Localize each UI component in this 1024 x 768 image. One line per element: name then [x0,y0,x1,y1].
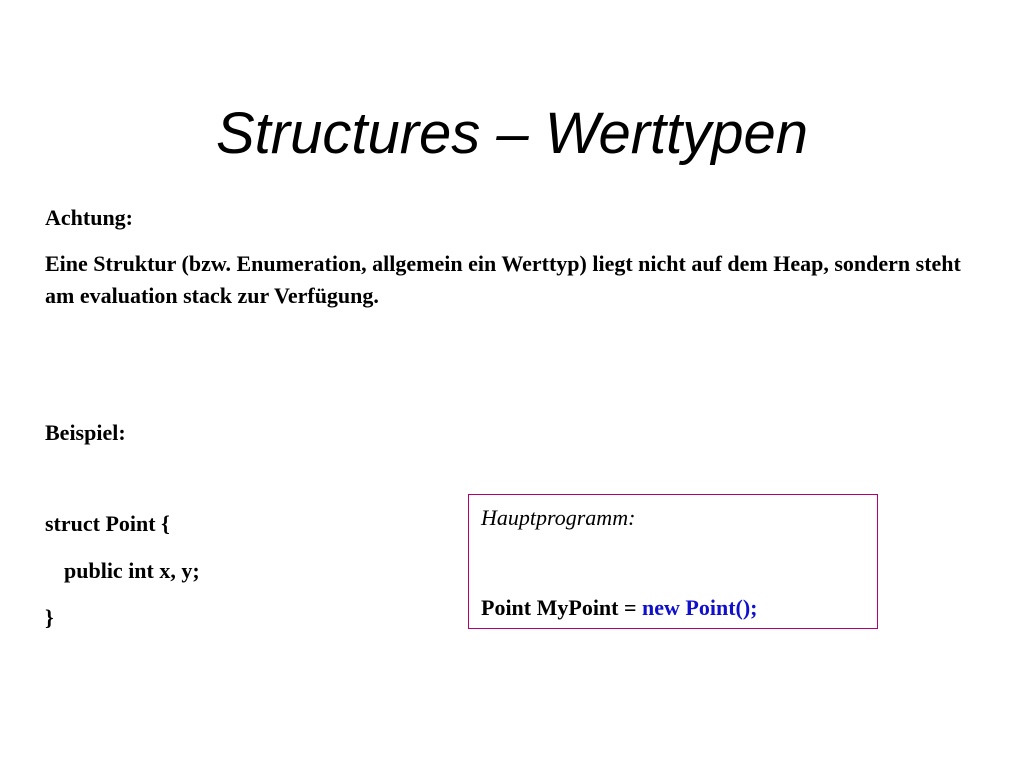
struct-code-line-3: } [45,605,54,630]
main-program-code [481,592,758,624]
main-program-label: Hauptprogramm: [481,505,636,530]
note-label: Achtung: [45,205,134,230]
main-program-box [468,494,878,629]
main-program-code-prefix: Point MyPoint = [481,595,643,620]
main-program-code-keyword: new Point(); [642,595,758,620]
struct-code-line-1: struct Point { [45,511,170,536]
note-paragraph: Eine Struktur (bzw. Enumeration, allgemein ein Werttyp) liegt nicht auf dem Heap, sondern steht am evaluation stack zur Verfügung. [45,251,961,308]
struct-code-line-2: public int x, y; [64,558,200,583]
example-label: Beispiel: [45,420,126,445]
slide-title: Structures – Werttypen [215,101,809,166]
